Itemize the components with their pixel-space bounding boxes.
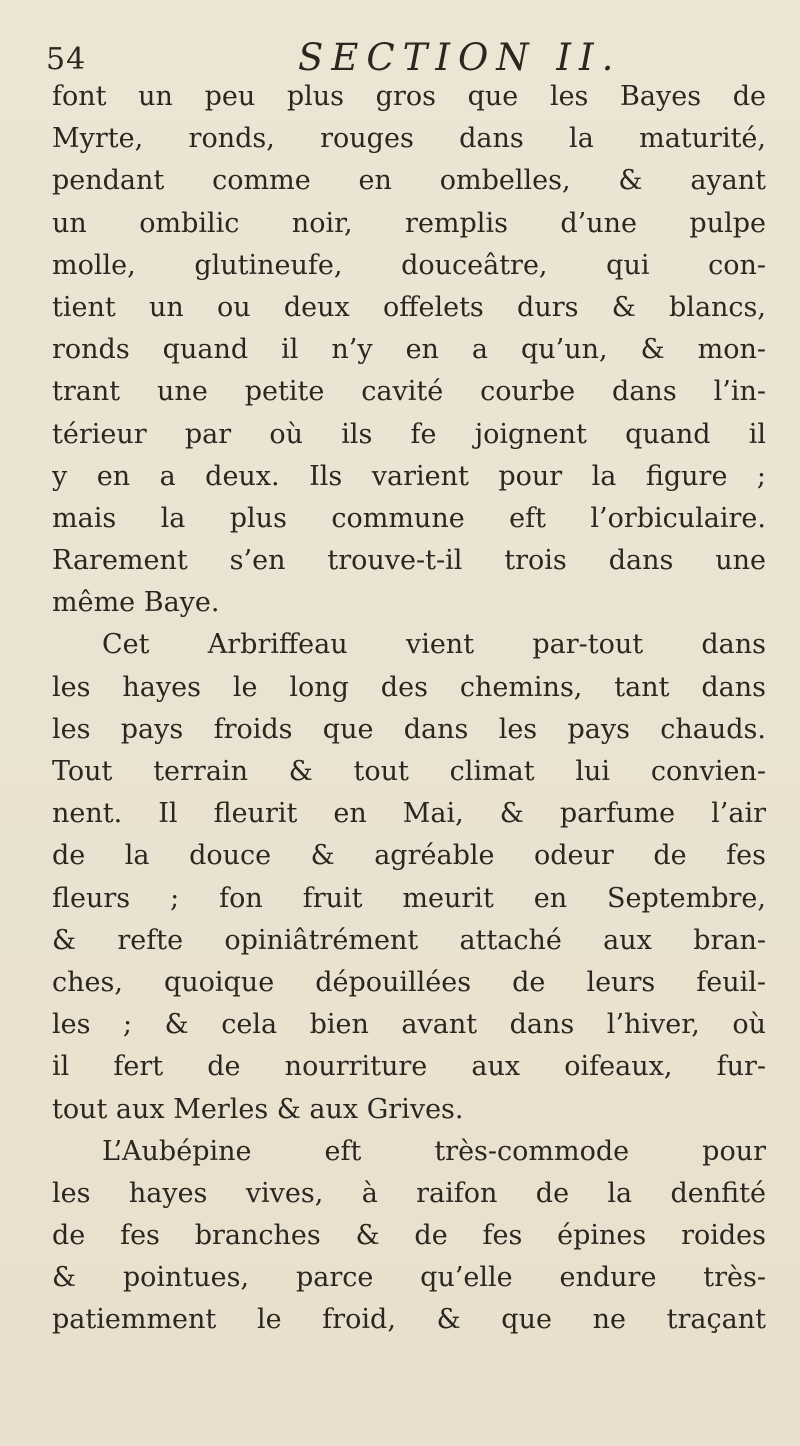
text-line: les pays froids que dans les pays chauds.: [52, 713, 766, 745]
text-line: mais la plus commune eft l’orbiculaire.: [52, 502, 766, 534]
text-line: les ; & cela bien avant dans l’hiver, où: [52, 1009, 766, 1041]
text-line: de fes branches & de fes épines roides: [52, 1220, 766, 1252]
text-line: les hayes le long des chemins, tant dans: [52, 671, 766, 703]
text-line: L’Aubépine eft très-commode pour: [102, 1135, 766, 1167]
text-line: & refte opiniâtrément attaché aux bran-: [52, 924, 766, 956]
text-line: il fert de nourriture aux oifeaux, fur-: [52, 1051, 766, 1083]
running-head: SECTION II.: [298, 36, 622, 79]
text-line: fleurs ; fon fruit meurit en Septembre,: [52, 882, 766, 914]
text-line: même Baye.: [52, 587, 220, 619]
text-line: Cet Arbriffeau vient par-tout dans: [102, 629, 766, 661]
text-line: térieur par où ils fe joignent quand il: [52, 418, 766, 450]
text-line: y en a deux. Ils varient pour la figure ;: [52, 460, 766, 492]
text-line: Myrte, ronds, rouges dans la maturité,: [52, 123, 766, 155]
text-line: molle, glutineufe, douceâtre, qui con-: [52, 249, 766, 281]
page-number: 54: [46, 42, 87, 77]
text-line: tient un ou deux offelets durs & blancs,: [52, 291, 766, 323]
text-line: & pointues, parce qu’elle endure très-: [52, 1262, 766, 1294]
text-line: Rarement s’en trouve-t-il trois dans une: [52, 545, 766, 577]
text-line: tout aux Merles & aux Grives.: [52, 1093, 464, 1125]
text-line: patiemment le froid, & que ne traçant: [52, 1304, 766, 1336]
text-line: ronds quand il n’y en a qu’un, & mon-: [52, 334, 766, 366]
text-line: Tout terrain & tout climat lui convien-: [52, 756, 766, 787]
text-line: trant une petite cavité courbe dans l’in-: [52, 376, 766, 408]
text-line: de la douce & agréable odeur de fes: [52, 840, 766, 872]
text-line: ches, quoique dépouillées de leurs feuil-: [52, 966, 766, 998]
text-line: les hayes vives, à raifon de la denfité: [52, 1177, 766, 1209]
text-line: nent. Il fleurit en Mai, & parfume l’air: [52, 798, 766, 830]
text-line: pendant comme en ombelles, & ayant: [52, 165, 766, 197]
text-line: un ombilic noir, remplis d’une pulpe: [52, 207, 766, 239]
text-line: font un peu plus gros que les Bayes de: [52, 81, 766, 112]
body-text: [52, 76, 766, 1342]
